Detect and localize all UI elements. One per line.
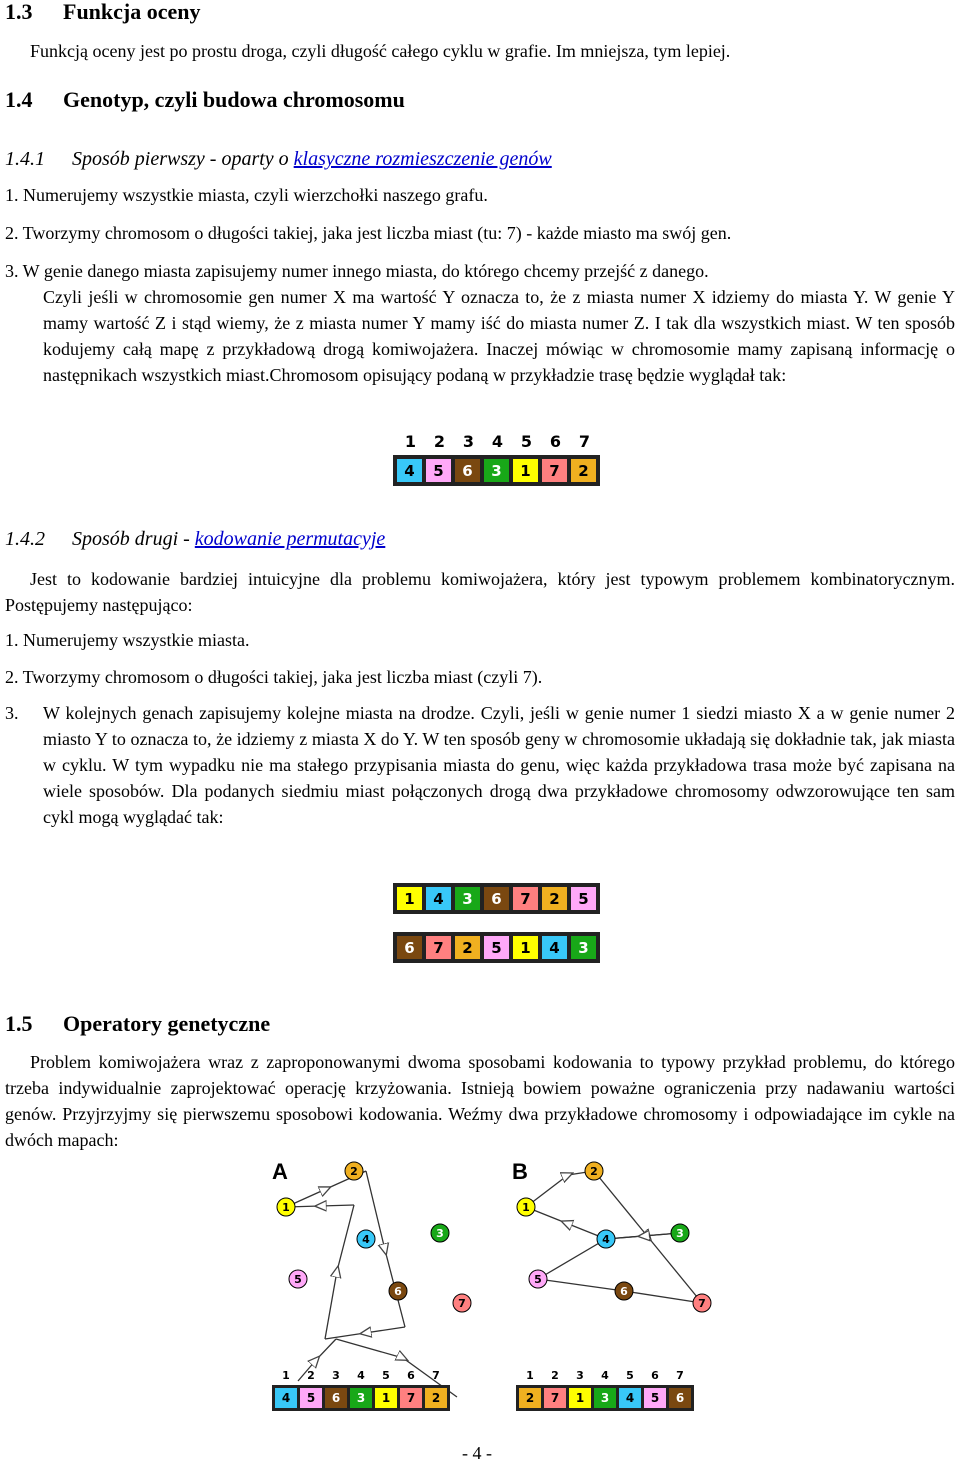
gene-label: 7 xyxy=(550,1391,560,1405)
link-permutation[interactable]: kodowanie permutacyje xyxy=(194,528,386,550)
fig1-chromosome xyxy=(393,455,600,486)
gene-cell: 3 xyxy=(571,936,596,959)
index-label: 2 xyxy=(433,432,446,451)
gene-cell: 3 xyxy=(455,887,480,910)
gene-label: 6 xyxy=(675,1391,685,1405)
node-label: 2 xyxy=(350,1165,358,1178)
gene-cell: 2 xyxy=(542,887,567,910)
heading-1-4 xyxy=(5,88,405,112)
link-classic-genes[interactable]: klasyczne rozmieszczenie genów xyxy=(293,148,552,170)
index-label: 3 xyxy=(462,432,475,451)
section-title: Genotyp, czyli budowa chromosomu xyxy=(63,87,405,112)
section-number: 1.3 xyxy=(5,0,33,24)
gene-label: 4 xyxy=(281,1391,291,1405)
gene-cell: 1 xyxy=(513,459,538,482)
index-label: 4 xyxy=(357,1369,365,1382)
edge-3-4 xyxy=(606,1233,680,1239)
gene-cell: 4 xyxy=(426,887,451,910)
edge-4-3 xyxy=(366,1171,405,1327)
index-label: 5 xyxy=(520,432,533,451)
edge-2-7 xyxy=(298,1339,336,1381)
map-b-label: B xyxy=(512,1159,528,1184)
gene-cell: 5 xyxy=(484,936,509,959)
gene-cell: 4 xyxy=(542,936,567,959)
section-title: Funkcja oceny xyxy=(63,0,201,24)
index-label: 7 xyxy=(432,1369,440,1382)
maps-figure xyxy=(268,1157,728,1419)
gene-cell: 7 xyxy=(426,936,451,959)
node-label: 2 xyxy=(590,1165,598,1178)
gene-label: 7 xyxy=(406,1391,416,1405)
edge-7-6 xyxy=(624,1291,702,1303)
list2-item-3-number: 3. xyxy=(5,703,19,723)
node-label: 1 xyxy=(282,1201,290,1214)
fig2-chromosome-2 xyxy=(393,932,600,963)
node-label: 5 xyxy=(294,1273,302,1286)
node-label: 1 xyxy=(522,1201,530,1214)
map-b-chromosome xyxy=(516,1369,694,1411)
node-label: 7 xyxy=(698,1297,706,1310)
index-label: 7 xyxy=(578,432,591,451)
gene-cell: 5 xyxy=(426,459,451,482)
index-label: 4 xyxy=(601,1369,609,1382)
gene-cell: 1 xyxy=(513,936,538,959)
list1-item-3-continued: Czyli jeśli w chromosomie gen numer X ma wartość Y oznacza to, że z miasta numer X idziemy do miasta Y. W genie Y mamy wartość Z i stąd wiemy, że z miasta numer Y mamy iść do miasta numer Z. I tak dla wszystkich miast. W ten sposób kodujemy całą mapę z przykładową drogą komiwojażera. Inaczej mówiąc w chromosomie mamy zapisaną informację o następnikach wszystkich miast.Chromosom opisujący podaną w przykładzie trasę będzie wyglądał tak: xyxy=(43,287,955,385)
maps-svg xyxy=(268,1157,728,1419)
index-label: 6 xyxy=(651,1369,659,1382)
index-label: 7 xyxy=(676,1369,684,1382)
index-label: 6 xyxy=(549,432,562,451)
list2-item-2: 2. Tworzymy chromosom o długości takiej, jaka jest liczba miast (czyli 7). xyxy=(5,667,543,687)
gene-label: 2 xyxy=(525,1391,535,1405)
edge-4-1 xyxy=(526,1207,606,1239)
index-label: 3 xyxy=(332,1369,340,1382)
fig2-chromosome-1 xyxy=(393,883,600,914)
edge-6-5 xyxy=(325,1205,354,1339)
index-label: 6 xyxy=(407,1369,415,1382)
heading-1-3 xyxy=(5,0,201,24)
section-title: Sposób drugi - xyxy=(72,528,195,550)
map-a-chromosome xyxy=(272,1369,450,1411)
list2-item-3: W kolejnych genach zapisujemy kolejne miasta na drodze. Czyli, jeśli w genie numer 1 siedzi miasto X a w genie numer 2 miasto Y to oznacza to, że idziemy z miasta X do Y. W ten sposób geny w chromosomie układają się dokładnie tak, jak miasta w cyklu. W tym wypadku nie ma stałego przypisania miasta do genu, więc każda przykładowa trasa może być zapisana na wiele sposobów. Dla podanych siedmiu miast połączonych drogą dwa przykładowe chromosomy odwzorowujące ten sam cykl mogą wyglądać tak: xyxy=(43,703,955,827)
gene-cell: 6 xyxy=(484,887,509,910)
gene-label: 3 xyxy=(356,1391,366,1405)
gene-label: 1 xyxy=(381,1391,391,1405)
fig1-index-row xyxy=(396,432,599,451)
map-a-label: A xyxy=(272,1159,288,1184)
index-label: 2 xyxy=(551,1369,559,1382)
section-number: 1.5 xyxy=(5,1011,33,1036)
gene-label: 4 xyxy=(625,1391,635,1405)
list1-item-1: 1. Numerujemy wszystkie miasta, czyli wierzchołki naszego grafu. xyxy=(5,185,488,205)
gene-cell: 7 xyxy=(542,459,567,482)
paragraph-operators: Problem komiwojażera wraz z zaproponowanymi dwoma sposobami kodowania to typowy przykład problemu, do którego trzeba indywidualnie zaprojektować operację krzyżowania. Istnieją bowiem poważne ograniczenia przy nadawaniu wartości genów. Przyjrzyjmy się pierwszemu sposobowi kodowania. Weźmy dwa przykładowe chromosomy i odpowiadające im cykle na dwóch mapach: xyxy=(5,1052,955,1150)
gene-cell: 7 xyxy=(513,887,538,910)
gene-label: 5 xyxy=(306,1391,316,1405)
gene-cell: 5 xyxy=(571,887,596,910)
map-a-nodes xyxy=(277,1162,471,1312)
node-label: 6 xyxy=(620,1285,628,1298)
node-label: 5 xyxy=(534,1273,542,1286)
heading-1-5 xyxy=(5,1012,270,1036)
index-label: 4 xyxy=(491,432,504,451)
node-label: 4 xyxy=(362,1233,370,1246)
heading-1-4-2 xyxy=(5,528,385,551)
index-label: 1 xyxy=(526,1369,534,1382)
gene-label: 1 xyxy=(575,1391,585,1405)
heading-1-4-1 xyxy=(5,148,552,171)
section-number: 1.4 xyxy=(5,87,33,112)
gene-cell: 1 xyxy=(397,887,422,910)
list1-item-3: 3. W genie danego miasta zapisujemy numer innego miasta, do którego chcemy przejść z danego. xyxy=(5,261,709,281)
edge-1-2 xyxy=(526,1171,594,1207)
index-label: 5 xyxy=(382,1369,390,1382)
section-title: Operatory genetyczne xyxy=(63,1011,271,1036)
index-label: 5 xyxy=(626,1369,634,1382)
list1-item-2: 2. Tworzymy chromosom o długości takiej, jaka jest liczba miast (tu: 7) - każde miasto ma swój gen. xyxy=(5,223,732,243)
section-number: 1.4.2 xyxy=(5,528,45,550)
gene-cell: 2 xyxy=(455,936,480,959)
list2-item-1: 1. Numerujemy wszystkie miasta. xyxy=(5,630,250,650)
map-a-edges xyxy=(286,1171,457,1397)
index-label: 1 xyxy=(404,432,417,451)
gene-cell: 2 xyxy=(571,459,596,482)
gene-label: 2 xyxy=(431,1391,441,1405)
edge-6-5 xyxy=(538,1279,624,1291)
edge-3-6 xyxy=(325,1327,405,1339)
node-label: 4 xyxy=(602,1233,610,1246)
paragraph-permutation: Jest to kodowanie bardziej intuicyjne dla problemu komiwojażera, który jest typowym problemem kombinatorycznym. Postępujemy następująco: xyxy=(5,569,955,615)
gene-label: 6 xyxy=(331,1391,341,1405)
node-label: 6 xyxy=(394,1285,402,1298)
gene-cell: 4 xyxy=(397,459,422,482)
node-label: 7 xyxy=(458,1297,466,1310)
gene-cell: 6 xyxy=(397,936,422,959)
gene-label: 5 xyxy=(650,1391,660,1405)
index-label: 1 xyxy=(282,1369,290,1382)
paragraph-fitness: Funkcją oceny jest po prostu droga, czyli długość całego cyklu w grafie. Im mniejsza, tym lepiej. xyxy=(30,41,731,61)
edge-5-2 xyxy=(286,1205,354,1207)
index-label: 3 xyxy=(576,1369,584,1382)
gene-label: 3 xyxy=(600,1391,610,1405)
gene-cell: 3 xyxy=(484,459,509,482)
index-label: 2 xyxy=(307,1369,315,1382)
node-label: 3 xyxy=(436,1227,444,1240)
page-number: - 4 - xyxy=(462,1443,492,1463)
node-label: 3 xyxy=(676,1227,684,1240)
gene-cell: 6 xyxy=(455,459,480,482)
section-number: 1.4.1 xyxy=(5,148,45,170)
section-title: Sposób pierwszy - oparty o xyxy=(72,148,294,170)
